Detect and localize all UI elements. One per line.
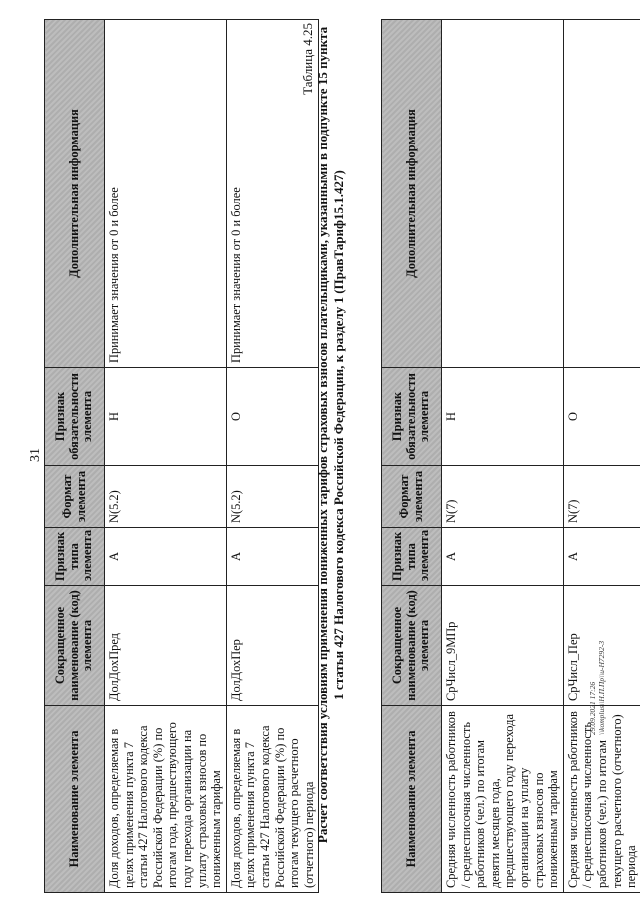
cell-type-sign: А (105, 528, 227, 586)
cell-short-code: ДолДохПер (226, 586, 319, 706)
table-row (442, 20, 564, 893)
cell-type-sign: А (226, 528, 319, 586)
cell-mandatory-sign: О (226, 368, 319, 466)
header-mandatory-sign: Признак обязательности элемента (382, 368, 442, 466)
cell-additional-info (442, 20, 564, 368)
cell-element-name: Доля доходов, определяемая в целях применения пункта 7 статьи 427 Налогового кодекса Российской Федерации (%) по итогам текущего расчетного (отчетного) периода (226, 706, 319, 893)
footer-file-path: \\komplus\\Н.П.Пр\\и-Н7292-3 (597, 640, 606, 735)
header-short-code: Сокращенное наименование (код) элемента (45, 586, 105, 706)
header-type-sign: Признак типа элемента (382, 528, 442, 586)
table-header-row (382, 20, 442, 893)
table-elements-bottom (381, 19, 640, 893)
table-row (105, 20, 227, 893)
cell-type-sign: А (563, 528, 640, 586)
header-element-name: Наименование элемента (45, 706, 105, 893)
cell-element-name: Средняя численность работников / среднесписочная численность работников (чел.) по итогам девяти месяцев года, предшествующего году перехода организации на уплату страховых взносов по пониженным тарифам (442, 706, 564, 893)
cell-type-sign: А (442, 528, 564, 586)
header-format: Формат элемента (45, 466, 105, 528)
cell-additional-info (563, 20, 640, 368)
header-element-name: Наименование элемента (382, 706, 442, 893)
cell-format: N(7) (442, 466, 564, 528)
header-format: Формат элемента (382, 466, 442, 528)
header-additional-info: Дополнительная информация (382, 20, 442, 368)
cell-mandatory-sign: Н (442, 368, 564, 466)
cell-format: N(5.2) (105, 466, 227, 528)
header-mandatory-sign: Признак обязательности элемента (45, 368, 105, 466)
cell-additional-info: Принимает значения от 0 и более (226, 20, 319, 368)
table-number: Таблица 4.25 (300, 23, 315, 95)
table-caption (315, 25, 347, 845)
cell-additional-info: Принимает значения от 0 и более (105, 20, 227, 368)
cell-mandatory-sign: Н (105, 368, 227, 466)
table-caption-line-1: Расчет соответствия условиям применения пониженных тарифов страховых взносов плательщиками, указанными в подпункте 15 пункта (315, 26, 330, 844)
cell-element-name: Средняя численность работников / среднесписочная численность работников (чел.) по итогам текущего расчетного (отчетного) периода (563, 706, 640, 893)
cell-short-code: ДолДохПред (105, 586, 227, 706)
header-additional-info: Дополнительная информация (45, 20, 105, 368)
table-header-row (45, 20, 105, 893)
footer-timestamp: 29.09.2021 17:26 (588, 681, 597, 735)
table-elements-top (44, 19, 319, 893)
cell-format: N(7) (563, 466, 640, 528)
cell-format: N(5.2) (226, 466, 319, 528)
cell-short-code: СрЧисл_Пер (563, 586, 640, 706)
cell-mandatory-sign: О (563, 368, 640, 466)
table-caption-line-2: 1 статьи 427 Налогового кодекса Российской Федерации, к разделу 1 (ПравТариф15.1.427) (331, 170, 346, 700)
header-type-sign: Признак типа элемента (45, 528, 105, 586)
table-row (563, 20, 640, 893)
page-number: 31 (28, 448, 43, 462)
cell-element-name: Доля доходов, определяемая в целях применения пункта 7 статьи 427 Налогового кодекса Российской Федерации (%) по итогам года, предшествующего году перехода организации на уплату страховых взносов по пониженным тарифам (105, 706, 227, 893)
cell-short-code: СрЧисл_9МПр (442, 586, 564, 706)
footer-print-stamp (588, 495, 606, 735)
header-short-code: Сокращенное наименование (код) элемента (382, 586, 442, 706)
